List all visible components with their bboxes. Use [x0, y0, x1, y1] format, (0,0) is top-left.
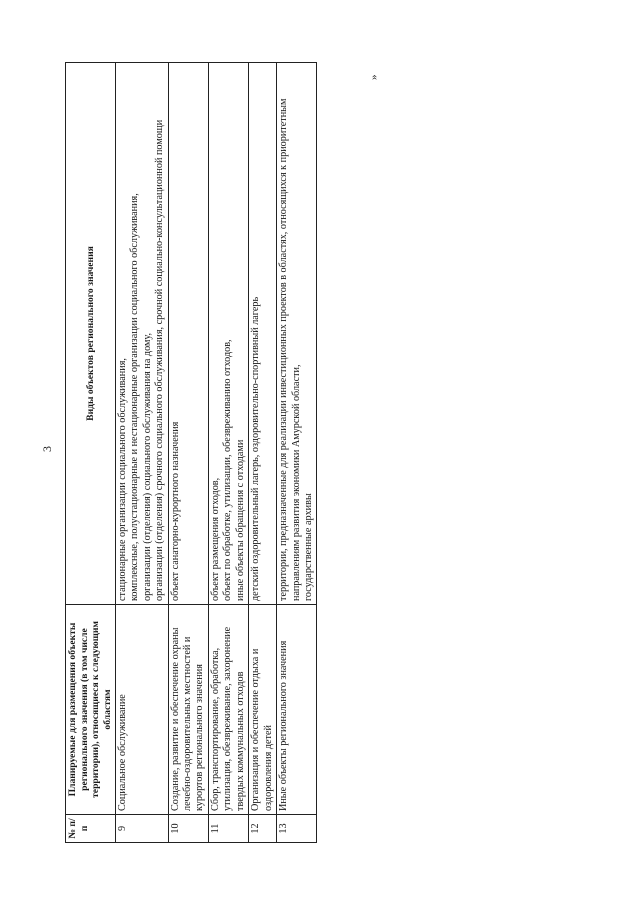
row-number: 11: [208, 815, 248, 843]
header-area: Планируемые для размещения объекты регионального значения (в том числе территории), относящиеся к следующим областям: [66, 605, 116, 815]
row-area: Сбор, транспортирование, обработка, утилизация, обезвреживание, захоронение твердых коммунальных отходов: [208, 605, 248, 815]
object-type-line: стационарные организации социального обслуживания,: [116, 358, 128, 601]
row-area: Социальное обслуживание: [115, 605, 168, 815]
object-type-line: государственные архивы: [302, 493, 314, 601]
row-area: Иные объекты регионального значения: [277, 605, 317, 815]
object-type-line: детский оздоровительный лагерь, оздоровительно-спортивный лагерь: [250, 296, 262, 601]
regional-objects-table: [65, 62, 317, 843]
object-type-line: территории, предназначенные для реализации инвестиционных проектов в областях, относящихся к приоритетным направлениям развития экономики Амурской области,: [278, 98, 302, 601]
row-area: Организация и обеспечение отдыха и оздоровления детей: [249, 605, 277, 815]
table-row: [249, 63, 277, 843]
row-area: Создание, развитие и обеспечение охраны лечебно-оздоровительных местностей и курортов регионального значения: [168, 605, 208, 815]
row-number: 9: [115, 815, 168, 843]
header-types: Виды объектов регионального значения: [66, 63, 116, 605]
row-number: 12: [249, 815, 277, 843]
object-type-line: организации (отделения) срочного социального обслуживания, срочной социально-консультационной помощи: [154, 119, 166, 601]
table-row: [277, 63, 317, 843]
rotated-table-container: [65, 63, 385, 843]
page-number: 3: [40, 446, 54, 452]
row-number: 10: [168, 815, 208, 843]
row-number: 13: [277, 815, 317, 843]
object-type-line: комплексные, полустационарные и нестационарные организации социального обслуживания,: [129, 193, 141, 601]
object-type-line: иные объекты обращения с отходами: [234, 439, 246, 601]
header-num: № п/п: [66, 815, 116, 843]
row-types: [277, 63, 317, 605]
table-row: [208, 63, 248, 843]
row-types: [115, 63, 168, 605]
table-header-row: [66, 63, 116, 843]
row-types: [168, 63, 208, 605]
side-mark: »: [368, 74, 380, 80]
table-row: [168, 63, 208, 843]
object-type-line: организации (отделения) социального обслуживания на дому,: [141, 332, 153, 601]
object-type-line: объект санаторно-курортного назначения: [169, 421, 181, 601]
table-row: [115, 63, 168, 843]
row-types: [249, 63, 277, 605]
object-type-line: объект по обработке, утилизации, обезвреживанию отходов,: [222, 339, 234, 601]
row-types: [208, 63, 248, 605]
object-type-line: объект размещения отходов,: [209, 477, 221, 601]
